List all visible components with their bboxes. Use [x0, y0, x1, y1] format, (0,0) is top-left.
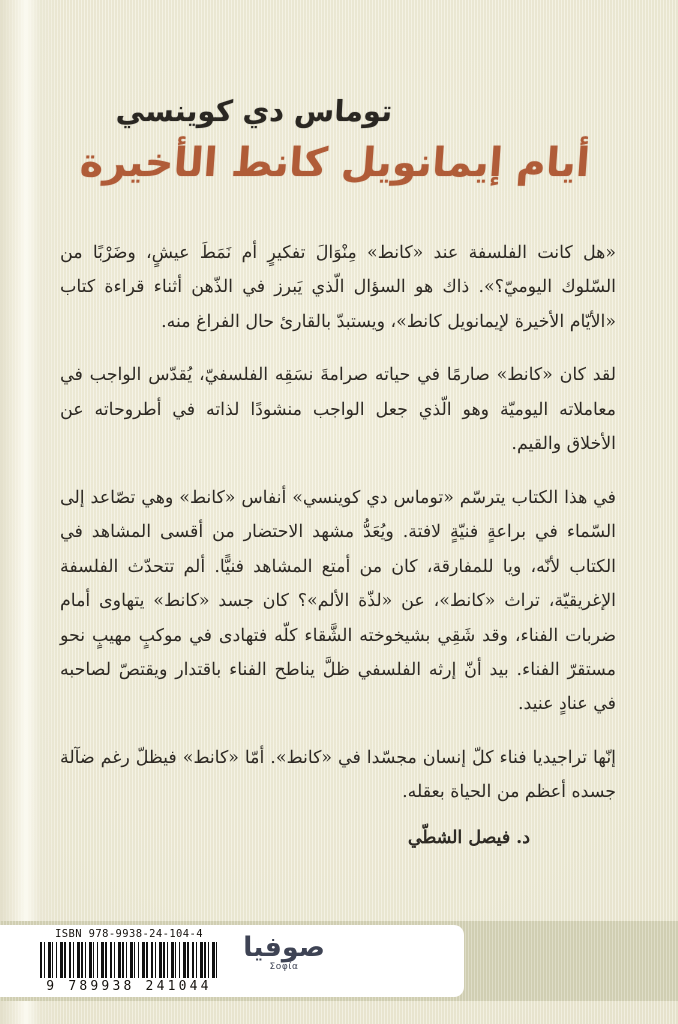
- author-name: توماس دي كوينسي: [115, 94, 394, 128]
- publisher-logo-sofia: [238, 934, 330, 990]
- book-title: أيام إيمانويل كانط الأخيرة: [78, 140, 592, 186]
- publisher-name-arabic: صوفيا: [243, 932, 325, 963]
- back-cover-blurb: [60, 236, 616, 810]
- blurb-signature: د. فيصل الشطّي: [407, 828, 530, 848]
- isbn-number: ISBN 978-9938-24-104-4: [55, 928, 203, 940]
- blurb-paragraph: «هل كانت الفلسفة عند «كانط» مِنْوَالَ تفكيرٍ أم نَمَطَ عيشٍ، وضَرْبًا من السّلوك اليوميّ؟». ذاك هو السؤال الّذي يَبرز في الذّهن أثناء قراءة كتاب «الأيّام الأخيرة لإيمانويل كانط»، ويستبدّ بالقارئ حال الفراغ منه.: [60, 243, 616, 332]
- isbn-barcode: [40, 928, 218, 994]
- blurb-paragraph: إنّها تراجيديا فناء كلّ إنسان مجسّدا في «كانط». أمّا «كانط» فيظلّ رغم ضآلة جسده أعظم من الحياة بعقله.: [60, 747, 616, 803]
- blurb-paragraph: في هذا الكتاب يترسّم «توماس دي كوينسي» أنفاس «كانط» وهي تصّاعد إلى السّماء في براعةٍ فنيّةٍ لافتة. ويُعَدُّ مشهد الاحتضار من أقسى المشاهد في الكتاب لأنّه، ويا للمفارقة، كان من أمتع المشاهد فنيًّا. ألم تتحدّث الفلسفة الإغريقيّة، تراث «كانط»، عن «لذّة الألم»؟ كان جسد «كانط» يتهاوى أمام ضربات الفناء، وقد شَقِي بشيخوخته الشَّقاء كلّه فتهادى في موكبٍ مهيبٍ نحو مستقرّ الفناء. بيد أنّ إرثه الفلسفي ظلَّ يناطح الفناء باقتدار ويقتصّ لصاحبه في عنادٍ عنيد.: [60, 487, 616, 715]
- publisher-logo-masciliana: [348, 930, 460, 992]
- publisher-name-greek: Σοφία: [269, 962, 299, 972]
- blurb-paragraph: لقد كان «كانط» صارمًا في حياته صرامةَ نسَقِه الفلسفيّ، يُقدّس الواجب في معاملاته اليوميّة وهو الّذي جعل الواجب منشودًا لذاته في أطروحاته عن الأخلاق والقيم.: [60, 365, 616, 455]
- barcode-bars-icon: [40, 942, 218, 978]
- barcode-digits: 9 789938 241044: [46, 979, 212, 994]
